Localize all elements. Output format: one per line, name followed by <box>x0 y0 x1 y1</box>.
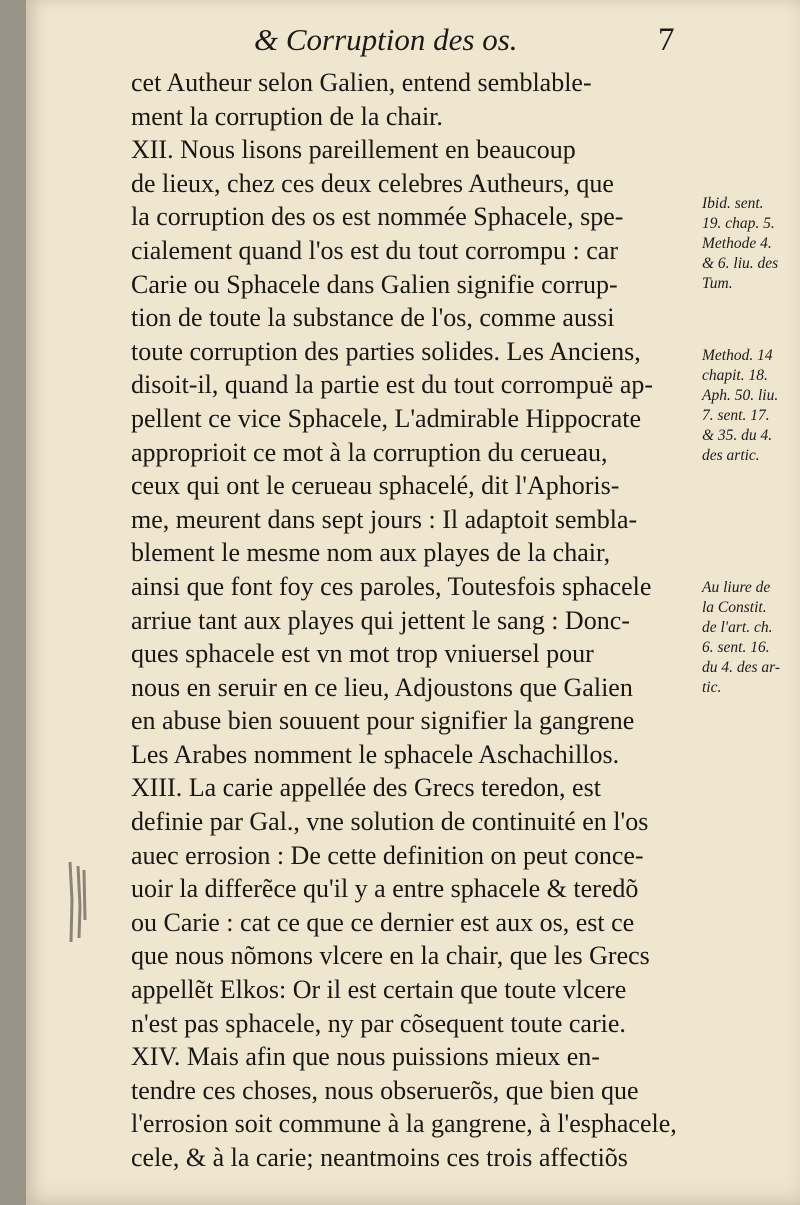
text-line: Les Arabes nomment le sphacele Aschachillos. <box>131 739 620 769</box>
text-line: XIV. Mais afin que nous puissions mieux en- <box>131 1042 600 1072</box>
text-line: ment la corruption de la chair. <box>131 101 443 131</box>
body-text <box>131 66 691 1175</box>
text-line: XIII. La carie appellée des Grecs teredon, est <box>131 773 601 803</box>
margin-note: de l'art. ch. <box>702 619 773 636</box>
margin-note-group <box>702 346 800 466</box>
text-line: cialement quand l'os est du tout corrompu : car <box>131 235 618 265</box>
margin-note: Ibid. sent. <box>702 195 764 212</box>
book-page <box>26 0 800 1205</box>
text-line: cele, & à la carie; neantmoins ces trois affectiõs <box>131 1143 628 1172</box>
text-line: toute corruption des parties solides. Les Anciens, <box>131 336 641 366</box>
text-line: tendre ces choses, nous obseruerõs, que bien que <box>131 1075 639 1105</box>
text-line: nous en seruir en ce lieu, Adjoustons que Galien <box>131 672 633 702</box>
margin-note: 19. chap. 5. <box>702 215 775 232</box>
margin-note: & 6. liu. des <box>702 255 779 272</box>
text-line: blement le mesme nom aux playes de la chair, <box>131 538 611 568</box>
margin-note: chapit. 18. <box>702 367 768 384</box>
text-line: ceux qui ont le cerueau sphacelé, dit l'Aphoris- <box>131 471 620 501</box>
text-line: arriue tant aux playes qui jettent le sang : Donc- <box>131 605 630 635</box>
text-line: ques sphacele est vn mot trop vniuersel pour <box>131 639 594 669</box>
text-line: en abuse bien souuent pour signifier la gangrene <box>131 706 635 736</box>
ink-mark <box>66 860 88 944</box>
text-line: XII. Nous lisons pareillement en beaucoup <box>131 135 576 165</box>
margin-note: Methode 4. <box>702 235 772 252</box>
text-line: me, meurent dans sept jours : Il adaptoit sembla- <box>131 504 638 534</box>
margin-note: Tum. <box>702 275 733 292</box>
margin-notes <box>702 194 800 698</box>
text-line: n'est pas sphacele, ny par cõsequent toute carie. <box>131 1008 626 1038</box>
margin-note: 6. sent. 16. <box>702 639 770 656</box>
text-line: que nous nõmons vlcere en la chair, que les Grecs <box>131 941 650 971</box>
text-line: auec errosion : De cette definition on peut conce- <box>131 840 644 870</box>
text-line: pellent ce vice Sphacele, L'admirable Hippocrate <box>131 403 641 433</box>
text-line: l'errosion soit commune à la gangrene, à l'esphacele, <box>131 1109 677 1139</box>
text-line: tion de toute la substance de l'os, comme aussi <box>131 303 615 333</box>
text-line: disoit-il, quand la partie est du tout corrompuë ap- <box>131 370 654 400</box>
margin-note: Method. 14 <box>702 347 773 364</box>
margin-note: & 35. du 4. <box>702 427 773 444</box>
text-line: uoir la differẽce qu'il y a entre sphacele & teredõ <box>131 874 639 904</box>
text-line: ainsi que font foy ces paroles, Toutesfois sphacele <box>131 571 652 601</box>
text-line: cet Autheur selon Galien, entend semblable- <box>131 68 592 97</box>
margin-note: tic. <box>702 679 722 696</box>
text-line: appellẽt Elkos: Or il est certain que toute vlcere <box>131 975 627 1005</box>
margin-note: Au liure de <box>702 579 771 596</box>
page-header <box>254 22 734 70</box>
text-line: approprioit ce mot à la corruption du cerueau, <box>131 437 608 467</box>
margin-note-group <box>702 578 800 698</box>
text-line: ou Carie : cat ce que ce dernier est aux os, est ce <box>131 907 635 937</box>
running-title: & Corruption des os. <box>254 22 518 57</box>
text-line: de lieux, chez ces deux celebres Autheurs, que <box>131 168 614 198</box>
margin-note: Aph. 50. liu. <box>702 387 779 404</box>
page-number: 7 <box>658 22 675 58</box>
text-line: la corruption des os est nommée Sphacele, spe- <box>131 202 624 232</box>
margin-note-group <box>702 194 800 294</box>
text-line: definie par Gal., vne solution de continuité en l'os <box>131 807 649 837</box>
margin-note: du 4. des ar- <box>702 659 781 676</box>
margin-note: des artic. <box>702 447 760 464</box>
text-line: Carie ou Sphacele dans Galien signifie corrup- <box>131 269 618 299</box>
margin-note: la Constit. <box>702 599 767 616</box>
margin-note: 7. sent. 17. <box>702 407 770 424</box>
